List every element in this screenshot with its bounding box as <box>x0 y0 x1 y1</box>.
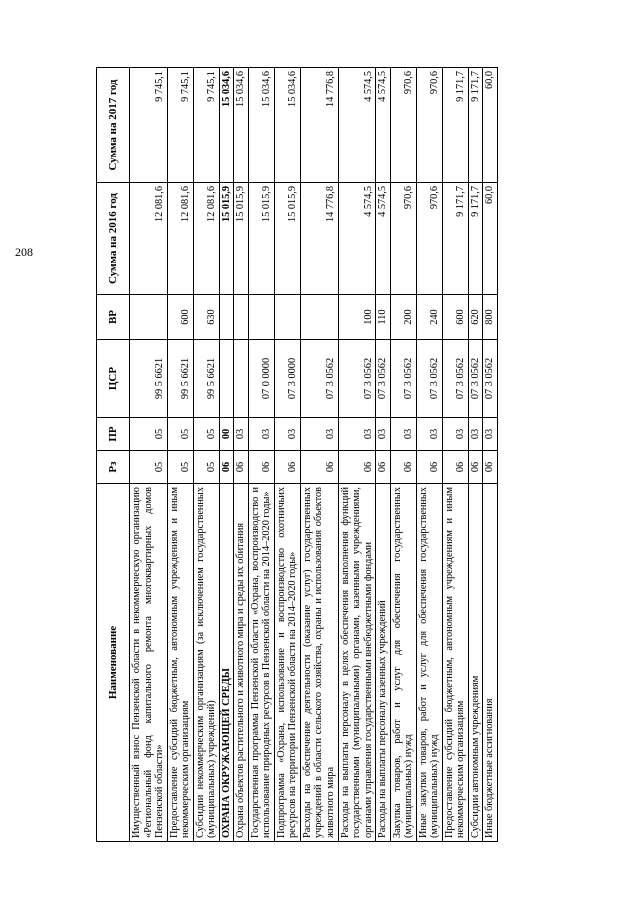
header-sum-2016: Сумма на 2016 год <box>97 183 130 295</box>
cell-pr: 03 <box>376 418 391 451</box>
cell-rz: 05 <box>130 451 168 484</box>
cell-pr: 03 <box>468 418 483 451</box>
table-row <box>376 68 391 842</box>
cell-vr: 600 <box>167 295 193 340</box>
cell-name: Охрана объектов растительного и животного мира и среды их обитания <box>234 484 249 842</box>
cell-sum-2016: 15 015,9 <box>234 183 249 295</box>
table-row <box>442 68 468 842</box>
cell-rz: 06 <box>468 451 483 484</box>
cell-name: Иные закупки товаров, работ и услуг для обеспечения государственных (муниципальных) нужд <box>416 484 442 842</box>
cell-rz: 06 <box>300 451 338 484</box>
cell-vr <box>300 295 338 340</box>
cell-name: Расходы на выплаты персоналу в целях обеспечения выполнения функций государственными (муниципальными) органами, казенными учреждениями, органами управления государственными внебюджетными фондами <box>338 484 376 842</box>
cell-pr: 05 <box>167 418 193 451</box>
table-row <box>300 68 338 842</box>
table-header-row <box>97 68 130 842</box>
cell-sum-2017: 4 574,5 <box>338 68 376 183</box>
cell-vr: 600 <box>442 295 468 340</box>
cell-name: Расходы на выплаты персоналу казенных учреждений <box>376 484 391 842</box>
cell-pr: 00 <box>219 418 234 451</box>
cell-rz: 06 <box>274 451 300 484</box>
table-row <box>274 68 300 842</box>
cell-name: Имущественный взнос Пензенской области в некоммерческую организацию «Региональный фонд капитального ремонта многоквартирных домов Пензенской области» <box>130 484 168 842</box>
header-pr: ПР <box>97 418 130 451</box>
cell-sum-2017: 4 574,5 <box>376 68 391 183</box>
cell-rz: 05 <box>193 451 219 484</box>
cell-sum-2017: 970,6 <box>416 68 442 183</box>
table-row <box>248 68 274 842</box>
cell-name: ОХРАНА ОКРУЖАЮЩЕЙ СРЕДЫ <box>219 484 234 842</box>
cell-pr: 03 <box>442 418 468 451</box>
page-number: 208 <box>15 245 33 259</box>
cell-name: Расходы на обеспечение деятельности (оказание услуг) государственных учреждений в области сельского хозяйства, охраны и использования объектов животного мира <box>300 484 338 842</box>
cell-pr: 03 <box>248 418 274 451</box>
cell-rz: 06 <box>234 451 249 484</box>
cell-sum-2017: 9 745,1 <box>193 68 219 183</box>
table-row <box>234 68 249 842</box>
cell-pr: 05 <box>130 418 168 451</box>
cell-rz: 06 <box>338 451 376 484</box>
table-row <box>338 68 376 842</box>
header-csr: ЦСР <box>97 340 130 418</box>
cell-sum-2016: 15 015,9 <box>274 183 300 295</box>
cell-csr: 07 3 0562 <box>442 340 468 418</box>
cell-sum-2017: 60,0 <box>483 68 498 183</box>
cell-vr <box>234 295 249 340</box>
cell-name: Субсидии автономным учреждениям <box>468 484 483 842</box>
cell-sum-2016: 4 574,5 <box>376 183 391 295</box>
table-row <box>468 68 483 842</box>
cell-pr: 05 <box>193 418 219 451</box>
cell-csr: 07 0 0000 <box>248 340 274 418</box>
cell-rz: 06 <box>390 451 416 484</box>
rotated-table-container <box>96 68 586 842</box>
cell-sum-2017: 9 745,1 <box>130 68 168 183</box>
cell-csr: 07 3 0562 <box>468 340 483 418</box>
cell-sum-2016: 4 574,5 <box>338 183 376 295</box>
cell-sum-2016: 9 171,7 <box>468 183 483 295</box>
cell-csr <box>219 340 234 418</box>
cell-sum-2017: 9 171,7 <box>468 68 483 183</box>
cell-csr: 07 3 0562 <box>390 340 416 418</box>
cell-name: Предоставление субсидий бюджетным, автономным учреждениям и иным некоммерческим организациям <box>167 484 193 842</box>
cell-rz: 06 <box>376 451 391 484</box>
cell-csr: 99 5 6621 <box>130 340 168 418</box>
cell-rz: 05 <box>167 451 193 484</box>
table-row <box>416 68 442 842</box>
cell-csr: 07 3 0000 <box>274 340 300 418</box>
budget-table <box>96 67 498 842</box>
cell-csr: 07 3 0562 <box>416 340 442 418</box>
cell-name: Государственная программа Пензенской области «Охрана, воспроизводство и использование природных ресурсов в Пензенской области на 2014–2020 годы» <box>248 484 274 842</box>
cell-sum-2017: 15 034,6 <box>234 68 249 183</box>
cell-csr: 07 3 0562 <box>483 340 498 418</box>
cell-csr: 07 3 0562 <box>376 340 391 418</box>
table-row <box>390 68 416 842</box>
header-vr: ВР <box>97 295 130 340</box>
cell-sum-2017: 9 171,7 <box>442 68 468 183</box>
cell-rz: 06 <box>219 451 234 484</box>
cell-sum-2016: 970,6 <box>416 183 442 295</box>
header-name: Наименование <box>97 484 130 842</box>
cell-vr: 620 <box>468 295 483 340</box>
cell-vr: 100 <box>338 295 376 340</box>
cell-vr: 200 <box>390 295 416 340</box>
cell-sum-2016: 15 015,9 <box>248 183 274 295</box>
cell-vr: 630 <box>193 295 219 340</box>
cell-csr <box>234 340 249 418</box>
cell-vr <box>248 295 274 340</box>
cell-sum-2016: 970,6 <box>390 183 416 295</box>
table-row <box>130 68 168 842</box>
cell-sum-2017: 15 034,6 <box>248 68 274 183</box>
cell-vr: 240 <box>416 295 442 340</box>
cell-name: Подпрограмма «Охрана, использование и воспроизводство охотничьих ресурсов на территории Пензенской области на 2014–2020 годы» <box>274 484 300 842</box>
table-row <box>219 68 234 842</box>
cell-sum-2017: 9 745,1 <box>167 68 193 183</box>
cell-sum-2016: 12 081,6 <box>130 183 168 295</box>
table-body <box>130 68 498 842</box>
cell-pr: 03 <box>300 418 338 451</box>
cell-sum-2016: 12 081,6 <box>167 183 193 295</box>
cell-sum-2016: 15 015,9 <box>219 183 234 295</box>
cell-sum-2016: 12 081,6 <box>193 183 219 295</box>
table-row <box>483 68 498 842</box>
cell-name: Предоставление субсидий бюджетным, автономным учреждениям и иным некоммерческим организациям <box>442 484 468 842</box>
cell-name: Иные бюджетные ассигнования <box>483 484 498 842</box>
cell-csr: 07 3 0562 <box>338 340 376 418</box>
cell-pr: 03 <box>338 418 376 451</box>
cell-vr: 800 <box>483 295 498 340</box>
cell-pr: 03 <box>274 418 300 451</box>
cell-sum-2016: 14 776,8 <box>300 183 338 295</box>
cell-pr: 03 <box>390 418 416 451</box>
cell-sum-2016: 9 171,7 <box>442 183 468 295</box>
header-sum-2017: Сумма на 2017 год <box>97 68 130 183</box>
cell-vr <box>274 295 300 340</box>
cell-csr: 99 5 6621 <box>193 340 219 418</box>
cell-vr: 110 <box>376 295 391 340</box>
table-row <box>193 68 219 842</box>
cell-name: Закупка товаров, работ и услуг для обеспечения государственных (муниципальных) нужд <box>390 484 416 842</box>
cell-sum-2017: 15 034,6 <box>274 68 300 183</box>
cell-sum-2017: 14 776,8 <box>300 68 338 183</box>
cell-sum-2017: 15 034,6 <box>219 68 234 183</box>
cell-rz: 06 <box>442 451 468 484</box>
cell-name: Субсидии некоммерческим организациям (за исключением государственных (муниципальных) учреждений) <box>193 484 219 842</box>
cell-csr: 99 5 6621 <box>167 340 193 418</box>
cell-pr: 03 <box>234 418 249 451</box>
cell-sum-2016: 60,0 <box>483 183 498 295</box>
cell-pr: 03 <box>416 418 442 451</box>
cell-rz: 06 <box>248 451 274 484</box>
table-row <box>167 68 193 842</box>
cell-csr: 07 3 0562 <box>300 340 338 418</box>
cell-rz: 06 <box>483 451 498 484</box>
cell-rz: 06 <box>416 451 442 484</box>
header-rz: Рз <box>97 451 130 484</box>
cell-vr <box>130 295 168 340</box>
cell-vr <box>219 295 234 340</box>
cell-sum-2017: 970,6 <box>390 68 416 183</box>
cell-pr: 03 <box>483 418 498 451</box>
